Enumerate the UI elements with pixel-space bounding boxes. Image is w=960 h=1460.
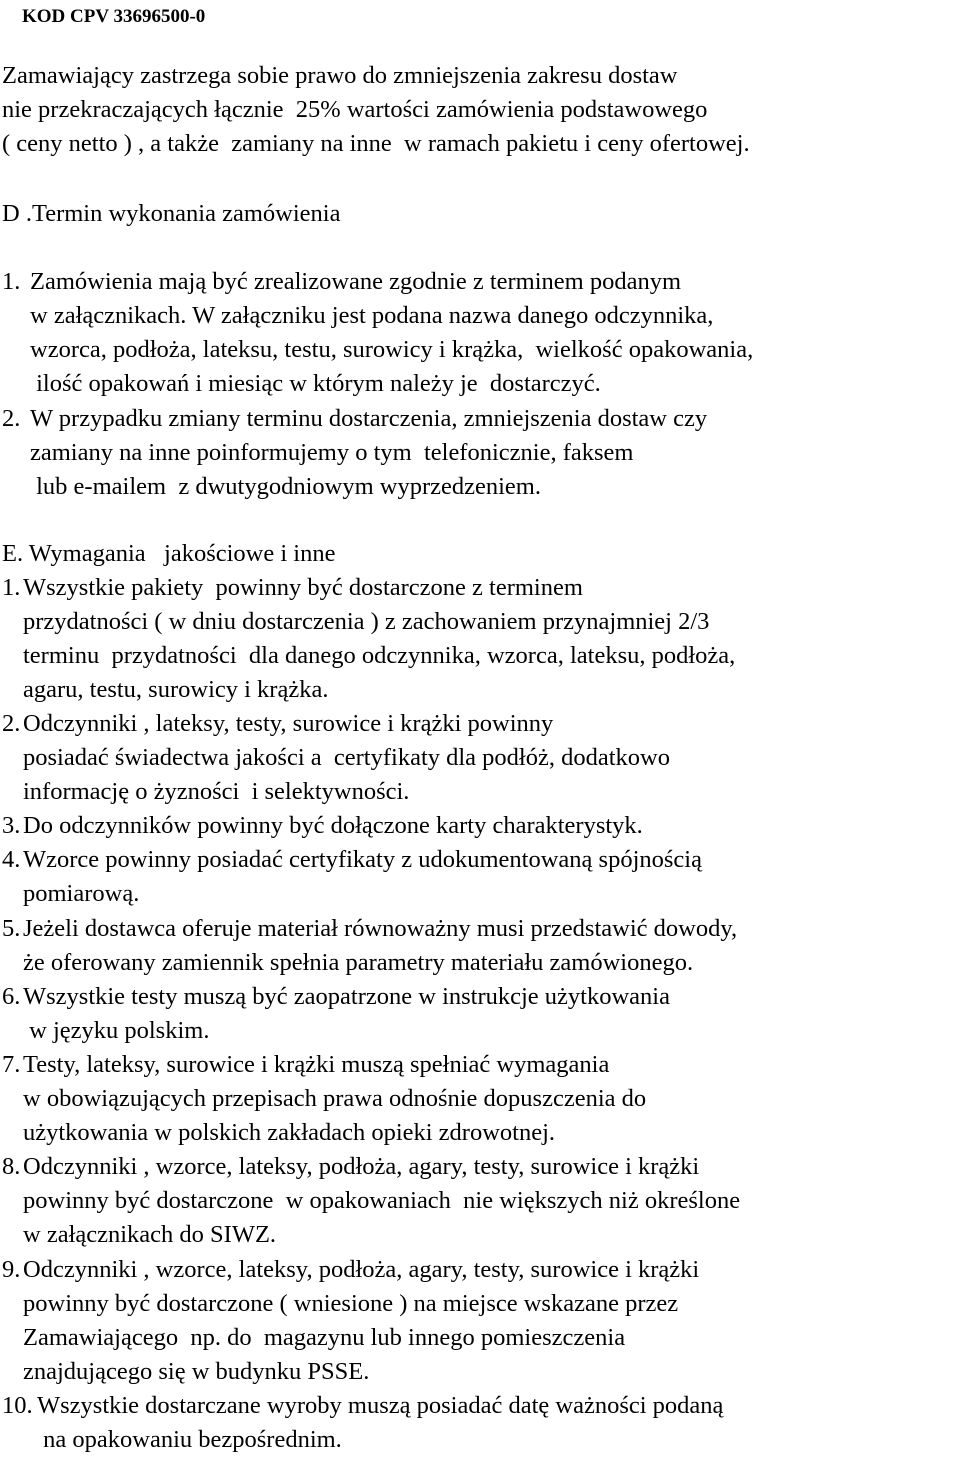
list-item-line: Do odczynników powinny być dołączone karty charakterystyk. — [23, 812, 643, 839]
list-item-line: Wszystkie dostarczane wyroby muszą posiadać datę ważności podaną — [37, 1392, 724, 1419]
list-number: 3. — [2, 812, 21, 839]
list-item-line: Zamawiającego np. do magazynu lub innego pomieszczenia — [23, 1324, 626, 1351]
list-number: 2. — [2, 405, 21, 432]
cpv-code: KOD CPV 33696500-0 — [22, 6, 206, 27]
list-item-line: w języku polskim. — [23, 1017, 210, 1044]
list-item-line: terminu przydatności dla danego odczynnika, wzorca, lateksu, podłoża, — [23, 642, 736, 669]
list-number: 1. — [2, 268, 21, 295]
section-e-heading: E. Wymagania jakościowe i inne — [2, 540, 336, 567]
list-item-line: Odczynniki , lateksy, testy, surowice i krążki powinny — [23, 710, 554, 737]
list-item-line: użytkowania w polskich zakładach opieki zdrowotnej. — [23, 1119, 556, 1146]
list-item-line: Testy, lateksy, surowice i krążki muszą spełniać wymagania — [23, 1051, 610, 1078]
list-item-line: Odczynniki , wzorce, lateksy, podłoża, agary, testy, surowice i krążki — [23, 1153, 700, 1180]
intro-line: nie przekraczających łącznie 25% wartości zamówienia podstawowego — [2, 96, 708, 123]
list-number: 2. — [2, 710, 21, 737]
section-d-heading: D .Termin wykonania zamówienia — [2, 200, 341, 227]
list-item-line: Zamówienia mają być zrealizowane zgodnie z terminem podanym — [30, 268, 682, 295]
list-number: 7. — [2, 1051, 21, 1078]
list-item-line: agaru, testu, surowicy i krążka. — [23, 676, 329, 703]
list-item-line: lub e-mailem z dwutygodniowym wyprzedzeniem. — [30, 473, 541, 500]
list-item-line: Wzorce powinny posiadać certyfikaty z udokumentowaną spójnością — [23, 846, 702, 873]
list-item-line: Jeżeli dostawca oferuje materiał równoważny musi przedstawić dowody, — [23, 915, 738, 942]
list-number: 5. — [2, 915, 21, 942]
list-item-line: w załącznikach. W załączniku jest podana nazwa danego odczynnika, — [30, 302, 714, 329]
list-number: 6. — [2, 983, 21, 1010]
list-item-line: w obowiązujących przepisach prawa odnośnie dopuszczenia do — [23, 1085, 647, 1112]
list-item-line: w załącznikach do SIWZ. — [23, 1221, 277, 1248]
list-item-line: Wszystkie pakiety powinny być dostarczone z terminem — [23, 574, 583, 601]
list-number: 9. — [2, 1256, 21, 1283]
list-item-line: powinny być dostarczone ( wniesione ) na miejsce wskazane przez — [23, 1290, 679, 1317]
list-item-line: pomiarową. — [23, 880, 140, 907]
list-item-line: informację o żyzności i selektywności. — [23, 778, 410, 805]
list-item-line: powinny być dostarczone w opakowaniach nie większych niż określone — [23, 1187, 741, 1214]
list-item-line: posiadać świadectwa jakości a certyfikaty dla podłóż, dodatkowo — [23, 744, 670, 771]
list-number: 10. — [2, 1392, 33, 1419]
list-item-line: Odczynniki , wzorce, lateksy, podłoża, agary, testy, surowice i krążki — [23, 1256, 700, 1283]
list-item-line: że oferowany zamiennik spełnia parametry materiału zamówionego. — [23, 949, 694, 976]
intro-line: ( ceny netto ) , a także zamiany na inne w ramach pakietu i ceny ofertowej. — [2, 130, 750, 157]
list-item-line: na opakowaniu bezpośrednim. — [37, 1426, 342, 1453]
intro-line: Zamawiający zastrzega sobie prawo do zmniejszenia zakresu dostaw — [2, 62, 678, 89]
list-item-line: znajdującego się w budynku PSSE. — [23, 1358, 370, 1385]
list-item-line: zamiany na inne poinformujemy o tym telefonicznie, faksem — [30, 439, 634, 466]
list-item-line: Wszystkie testy muszą być zaopatrzone w instrukcje użytkowania — [23, 983, 670, 1010]
list-item-line: W przypadku zmiany terminu dostarczenia, zmniejszenia dostaw czy — [30, 405, 708, 432]
list-item-line: ilość opakowań i miesiąc w którym należy je dostarczyć. — [30, 370, 601, 397]
list-number: 1. — [2, 574, 21, 601]
list-number: 4. — [2, 846, 21, 873]
list-item-line: przydatności ( w dniu dostarczenia ) z zachowaniem przynajmniej 2/3 — [23, 608, 710, 635]
list-number: 8. — [2, 1153, 21, 1180]
list-item-line: wzorca, podłoża, lateksu, testu, surowicy i krążka, wielkość opakowania, — [30, 336, 754, 363]
